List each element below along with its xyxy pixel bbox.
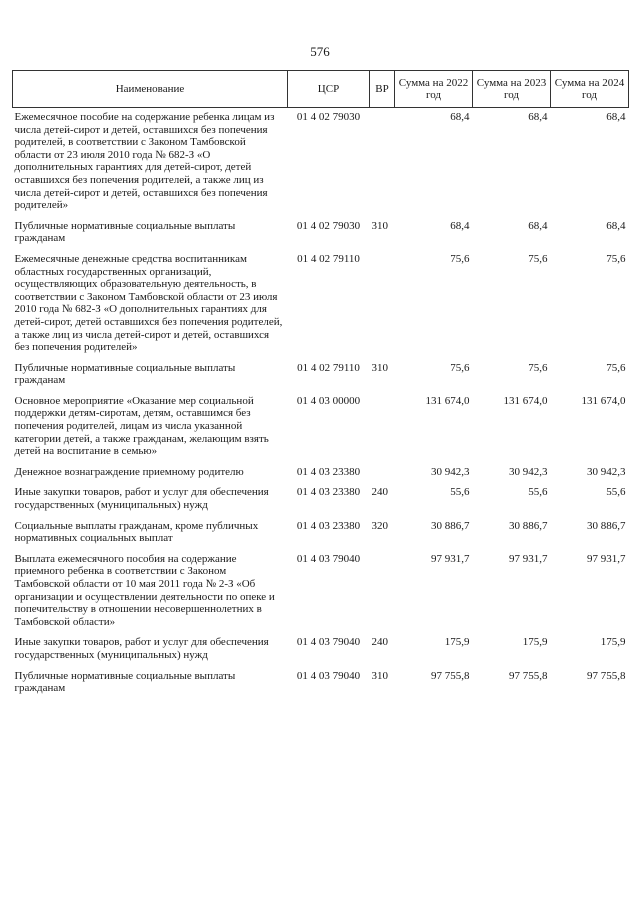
row-csr-code: 01 4 03 79040 — [296, 669, 361, 682]
row-sum-2023: 30 942,3 — [509, 465, 548, 478]
row-name: Публичные нормативные социальные выплаты гражданам — [14, 669, 236, 695]
row-sum-2023: 68,4 — [528, 111, 548, 123]
row-name: Иные закупки товаров, работ и услуг для обеспечения государственных (муниципальных) нужд — [14, 486, 269, 512]
row-sum-2024: 97 755,8 — [587, 669, 626, 682]
header-sum-2022: Сумма на 2022 год — [395, 71, 473, 108]
page-number: 576 — [310, 44, 330, 59]
row-name: Выплата ежемесячного пособия на содержание приемного ребенка в соответствии с Законом Тамбовской области от 10 мая 2011 года № 2-З «Об организации и осуществлении деятельности по опеке и попечительству в отношении несовершеннолетних в Тамбовской области» — [14, 552, 275, 628]
header-vr: ВР — [370, 71, 395, 108]
row-vr-code — [370, 392, 395, 463]
row-vr-code: 310 — [371, 361, 388, 374]
row-sum-2024: 55,6 — [606, 486, 626, 499]
header-sum-2023: Сумма на 2023 год — [473, 71, 551, 108]
row-sum-2023: 175,9 — [522, 636, 548, 649]
row-sum-2022: 97 931,7 — [431, 552, 470, 565]
row-sum-2023: 30 886,7 — [509, 519, 548, 532]
row-sum-2024: 175,9 — [600, 636, 626, 649]
row-name: Публичные нормативные социальные выплаты гражданам — [14, 361, 236, 387]
row-csr-code: 01 4 03 79040 — [296, 636, 361, 649]
row-sum-2022: 30 886,7 — [431, 519, 470, 532]
table-row — [13, 483, 629, 516]
table-body — [13, 108, 629, 700]
row-sum-2023: 131 674,0 — [503, 394, 548, 407]
row-vr-code — [370, 463, 395, 484]
row-sum-2024: 75,6 — [606, 361, 626, 374]
row-vr-code — [370, 250, 395, 359]
row-name: Ежемесячное пособие на содержание ребенка лицам из числа детей-сирот и детей, оставшихся без попечения родителей, в соответствии с Законом Тамбовской области от 23 июля 2010 года № 682-З «О дополнительных гарантиях для детей-сирот, детей оставшихся без попечения родителей, а также лиц из числа детей-сирот и детей, оставшихся без попечения родителей» — [14, 111, 275, 212]
row-vr-code: 240 — [371, 636, 388, 649]
row-csr-code: 01 4 02 79030 — [296, 111, 361, 123]
header-name: Наименование — [13, 71, 288, 108]
row-csr-code: 01 4 03 23380 — [296, 465, 361, 478]
row-sum-2022: 30 942,3 — [431, 465, 470, 478]
row-vr-code — [370, 550, 395, 634]
row-sum-2022: 131 674,0 — [425, 394, 470, 407]
row-sum-2022: 68,4 — [450, 111, 470, 123]
row-sum-2024: 131 674,0 — [581, 394, 626, 407]
row-sum-2023: 55,6 — [528, 486, 548, 499]
row-name: Денежное вознаграждение приемному родителю — [14, 465, 244, 478]
budget-table — [12, 70, 629, 700]
row-csr-code: 01 4 03 23380 — [296, 519, 361, 532]
row-name: Основное мероприятие «Оказание мер социальной поддержки детям-сиротам, детям, оставшимся без попечения родителей, лицам из числа указанной категории детей, а также гражданам, желающим взять детей на воспитание в семью» — [14, 394, 269, 458]
row-vr-code: 310 — [371, 669, 388, 682]
table-row — [13, 359, 629, 392]
table-row — [13, 392, 629, 463]
row-csr-code: 01 4 02 79110 — [297, 252, 360, 265]
table-row — [13, 250, 629, 359]
table-row — [13, 633, 629, 666]
row-sum-2022: 75,6 — [450, 361, 470, 374]
row-csr-code: 01 4 03 23380 — [296, 486, 361, 499]
row-csr-code: 01 4 03 00000 — [296, 394, 361, 407]
row-csr-code: 01 4 02 79110 — [297, 361, 360, 374]
row-sum-2024: 30 886,7 — [587, 519, 626, 532]
row-sum-2022: 97 755,8 — [431, 669, 470, 682]
row-name: Публичные нормативные социальные выплаты гражданам — [14, 219, 236, 245]
row-sum-2023: 75,6 — [528, 361, 548, 374]
table-row — [13, 463, 629, 484]
header-csr: ЦСР — [288, 71, 370, 108]
row-name: Ежемесячные денежные средства воспитанникам областных государственных организаций, осуществляющих образовательную деятельность, в соответствии с Законом Тамбовской области от 23 июля 2010 года № 682-З «О дополнительных гарантиях для детей-сирот, детей оставшихся без попечения родителей, а также лиц из числа детей-сирот и детей, оставшихся без попечения родителей» — [14, 252, 283, 354]
table-row — [13, 108, 629, 217]
table-row — [13, 667, 629, 700]
row-sum-2023: 68,4 — [528, 219, 548, 232]
row-sum-2023: 75,6 — [528, 252, 548, 265]
row-vr-code — [370, 108, 395, 217]
table-header — [13, 71, 629, 108]
row-csr-code: 01 4 03 79040 — [296, 552, 361, 565]
row-sum-2023: 97 755,8 — [509, 669, 548, 682]
row-sum-2022: 68,4 — [450, 219, 470, 232]
row-sum-2023: 97 931,7 — [509, 552, 548, 565]
row-sum-2024: 68,4 — [606, 219, 626, 232]
row-vr-code: 320 — [371, 519, 388, 532]
table-row — [13, 550, 629, 634]
row-sum-2024: 75,6 — [606, 252, 626, 265]
header-sum-2024: Сумма на 2024 год — [551, 71, 629, 108]
row-vr-code: 310 — [371, 219, 388, 232]
row-vr-code: 240 — [371, 486, 388, 499]
row-sum-2022: 175,9 — [444, 636, 470, 649]
row-sum-2022: 75,6 — [450, 252, 470, 265]
row-csr-code: 01 4 02 79030 — [296, 219, 361, 232]
row-sum-2022: 55,6 — [450, 486, 470, 499]
row-name: Иные закупки товаров, работ и услуг для обеспечения государственных (муниципальных) нужд — [14, 636, 269, 661]
row-sum-2024: 97 931,7 — [587, 552, 626, 565]
table-row — [13, 517, 629, 550]
row-sum-2024: 68,4 — [606, 111, 626, 123]
table-row — [13, 217, 629, 250]
row-name: Социальные выплаты гражданам, кроме публичных нормативных социальных выплат — [14, 519, 259, 545]
row-sum-2024: 30 942,3 — [587, 465, 626, 478]
